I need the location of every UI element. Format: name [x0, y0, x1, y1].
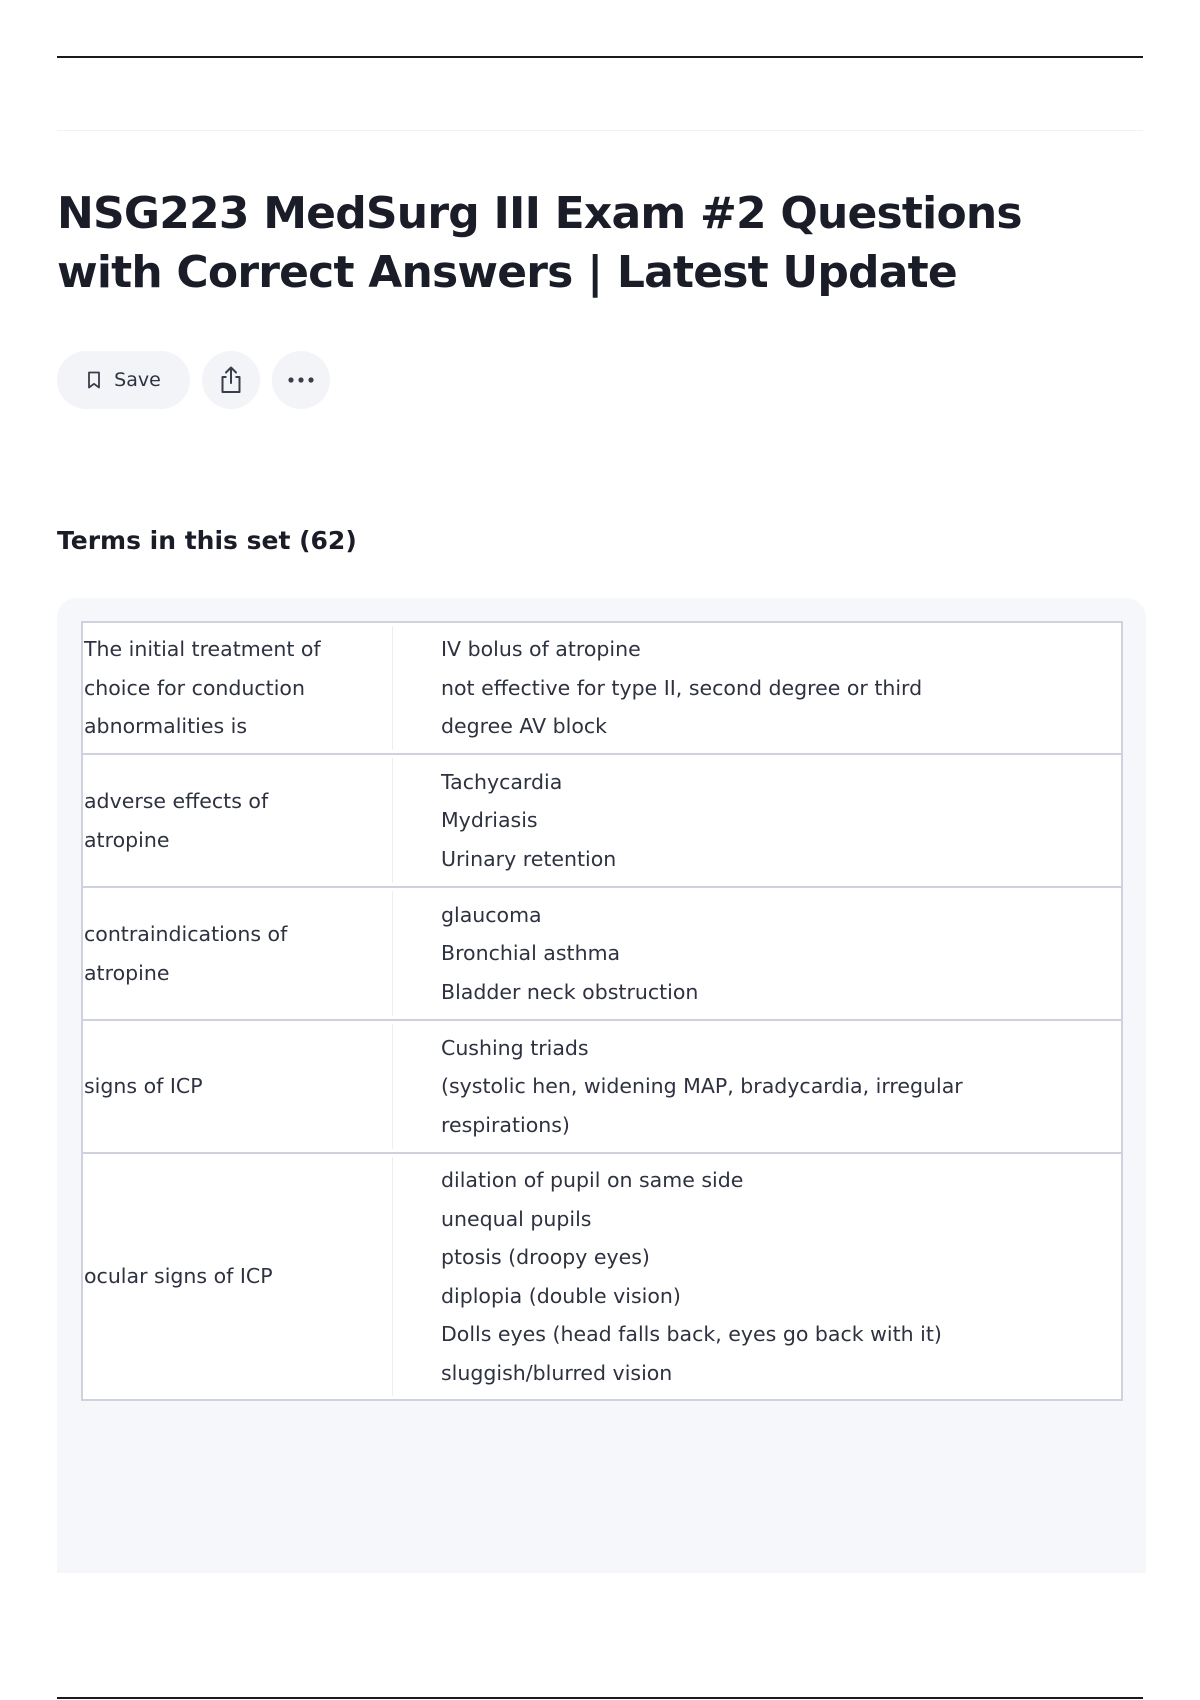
card-divider: [392, 758, 393, 883]
definition-line: Tachycardia: [441, 769, 563, 794]
term-cell: [83, 755, 394, 886]
definition-line: degree AV block: [441, 714, 608, 739]
bottom-divider: [57, 1697, 1143, 1699]
term-text: The initial treatment of choice for conduction abnormalities is: [84, 637, 321, 739]
term-cell: [83, 623, 394, 753]
top-divider: [57, 56, 1143, 58]
card-divider: [392, 626, 393, 750]
term-card: [81, 886, 1123, 1021]
definition-line: ptosis (droopy eyes): [441, 1245, 650, 1269]
term-text: ocular signs of ICP: [84, 1264, 273, 1289]
definition-line: Mydriasis: [441, 808, 538, 833]
page-title: NSG223 MedSurg III Exam #2 Questions with Correct Answers | Latest Update: [57, 188, 1022, 298]
card-divider: [392, 891, 393, 1016]
definition-line: respirations): [441, 1112, 570, 1137]
term-cell: [83, 1154, 394, 1399]
share-icon: [218, 365, 244, 395]
save-button-label: Save: [114, 369, 161, 391]
share-button[interactable]: [202, 351, 260, 409]
definition-cell: [441, 1021, 1113, 1152]
definition-line: Bladder neck obstruction: [441, 979, 699, 1004]
term-cell: [83, 888, 394, 1019]
definition-line: Dolls eyes (head falls back, eyes go back with it): [441, 1322, 942, 1346]
card-divider: [392, 1024, 393, 1149]
terms-heading: Terms in this set (62): [57, 526, 357, 555]
definition-cell: [441, 623, 1113, 753]
term-card: [81, 753, 1123, 888]
definition-cell: [441, 1154, 1113, 1399]
header-divider: [57, 130, 1143, 131]
action-bar: [57, 351, 330, 409]
term-cell: [83, 1021, 394, 1152]
more-options-button[interactable]: [272, 351, 330, 409]
definition-line: not effective for type II, second degree or third: [441, 675, 923, 700]
term-card: [81, 621, 1123, 755]
definition-line: IV bolus of atropine: [441, 637, 641, 662]
definition-line: dilation of pupil on same side: [441, 1168, 744, 1192]
definition-line: (systolic hen, widening MAP, bradycardia, irregular: [441, 1074, 963, 1099]
definition-cell: [441, 755, 1113, 886]
term-card: [81, 1152, 1123, 1401]
card-divider: [392, 1157, 393, 1396]
save-button[interactable]: [57, 351, 190, 409]
bookmark-icon: [86, 371, 102, 389]
definition-line: unequal pupils: [441, 1206, 592, 1231]
term-text: signs of ICP: [84, 1074, 203, 1099]
definition-line: Bronchial asthma: [441, 941, 621, 966]
definition-line: Cushing triads: [441, 1035, 589, 1060]
term-text: contraindications of atropine: [84, 922, 288, 985]
term-text: adverse effects of atropine: [84, 789, 269, 852]
definition-line: diplopia (double vision): [441, 1283, 681, 1308]
definition-line: sluggish/blurred vision: [441, 1360, 673, 1385]
definition-cell: [441, 888, 1113, 1019]
definition-line: Urinary retention: [441, 846, 617, 871]
term-card: [81, 1019, 1123, 1154]
definition-line: glaucoma: [441, 902, 542, 927]
more-horizontal-icon: [287, 376, 315, 384]
